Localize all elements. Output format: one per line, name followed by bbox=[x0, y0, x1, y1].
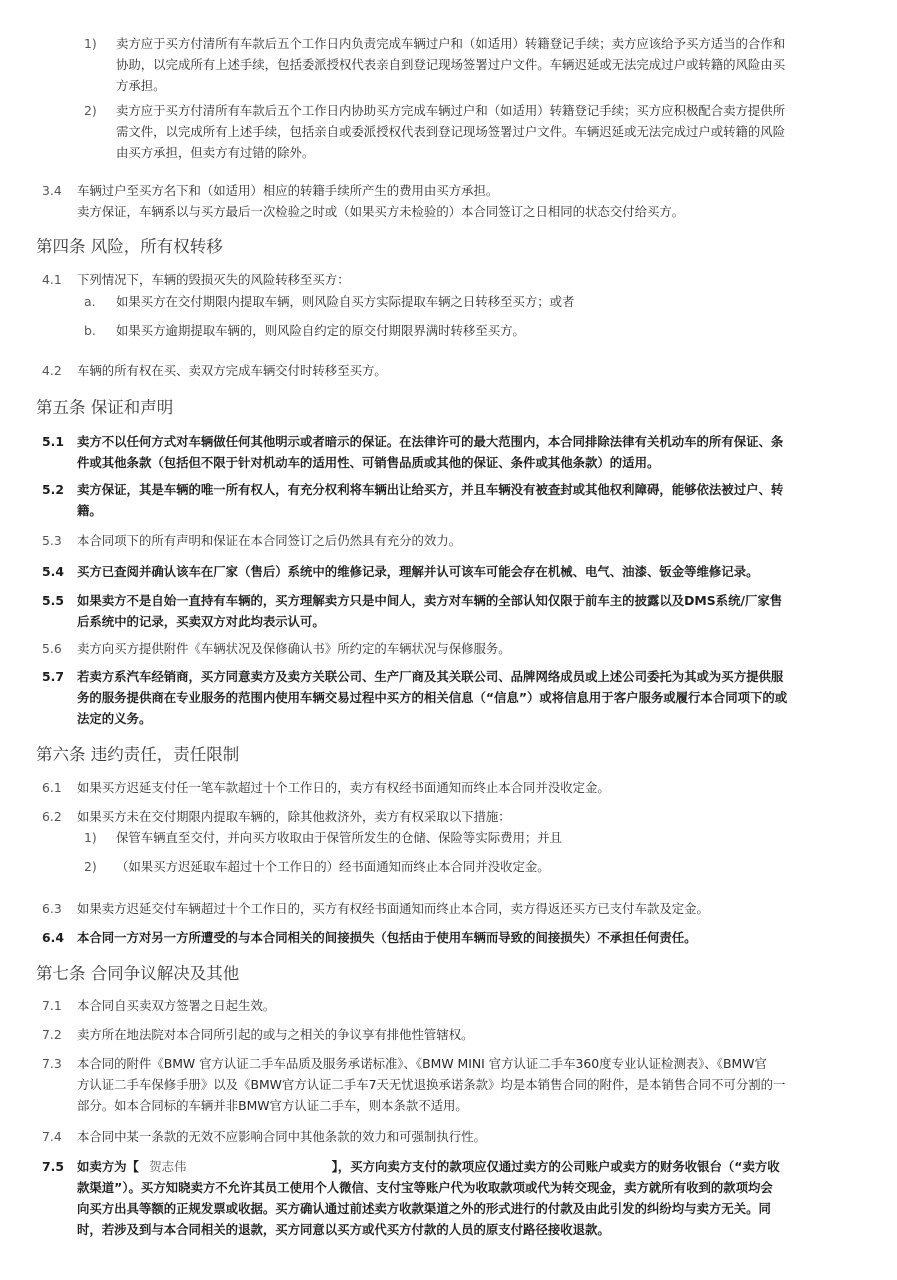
seller-name-field: 贺志伟 bbox=[149, 1159, 187, 1174]
clause-number: 5.5 bbox=[42, 593, 64, 608]
clause-text: 时，若涉及到与本合同相关的退款，买方同意以买方或代买方付款的人员的原支付路径接收退款。 bbox=[77, 1222, 610, 1237]
clause-text: 本合同自买卖双方签署之日起生效。 bbox=[77, 998, 276, 1013]
clause-text: 法定的义务。 bbox=[77, 711, 152, 726]
clause-text: 下列情况下，车辆的毁损灭失的风险转移至买方： bbox=[77, 272, 350, 287]
clause-number: 5.2 bbox=[42, 482, 64, 497]
clause-text: 卖方保证，其是车辆的唯一所有权人，有充分权利将车辆出让给买方，并且车辆没有被查封或其他权利障碍，能够依法被过户、转 bbox=[77, 482, 784, 497]
sub-item-letter: b. bbox=[84, 323, 96, 338]
clause-number: 6.4 bbox=[42, 930, 64, 945]
clause-number: 6.3 bbox=[42, 901, 62, 916]
sub-item-text: （如果买方迟延取车超过十个工作日的）经书面通知而终止本合同并没收定金。 bbox=[116, 859, 550, 874]
clause-number: 5.7 bbox=[42, 669, 64, 684]
clause-text: 本合同项下的所有声明和保证在本合同签订之后仍然具有充分的效力。 bbox=[77, 533, 462, 548]
clause-text: 如果买方迟延支付任一笔车款超过十个工作日的，卖方有权经书面通知而终止本合同并没收定金。 bbox=[77, 780, 610, 795]
sub-item-letter: a. bbox=[84, 294, 96, 309]
clause-text: 本合同一方对另一方所遭受的与本合同相关的间接损失（包括由于使用车辆而导致的间接损失）不承担任何责任。 bbox=[77, 930, 697, 945]
paragraph-line: 卖方应于买方付清所有车款后五个工作日内负责完成车辆过户和（如适用）转籍登记手续；卖方应该给予买方适当的合作和 bbox=[116, 36, 786, 51]
clause-number: 5.1 bbox=[42, 434, 64, 449]
clause-text: 籍。 bbox=[77, 503, 102, 518]
item-number: 2) bbox=[84, 859, 97, 874]
paragraph-line: 协助，以完成所有上述手续，包括委派授权代表亲自到登记现场签署过户文件。车辆迟延或无法完成过户或转籍的风险由买 bbox=[116, 57, 786, 72]
clause-text: 款渠道”）。买方知晓卖方不允许其员工使用个人微信、支付宝等账户代为收取款项或代为转交现金，卖方就所有收到的款项均会 bbox=[77, 1180, 773, 1195]
paragraph-line: 车辆过户至买方名下和（如适用）相应的转籍手续所产生的费用由买方承担。 bbox=[77, 183, 499, 198]
sub-item-text: 如果买方在交付期限内提取车辆，则风险自买方实际提取车辆之日转移至买方；或者 bbox=[116, 294, 575, 309]
article-heading: 第六条 违约责任，责任限制 bbox=[36, 745, 240, 764]
paragraph-line: 需文件，以完成所有上述手续，包括亲自或委派授权代表到登记现场签署过户文件。车辆迟延或无法完成过户或转籍的风险 bbox=[116, 124, 786, 139]
article-heading: 第七条 合同争议解决及其他 bbox=[36, 964, 240, 983]
bracket-close-text: 】，买方向卖方支付的款项应仅通过卖方的公司账户或卖方的财务收银台（“卖方收 bbox=[331, 1159, 780, 1174]
item-number: 1) bbox=[84, 830, 97, 845]
clause-text: 向买方出具等额的正规发票或收据。买方确认通过前述卖方收款渠道之外的形式进行的付款及由此引发的纠纷均与卖方无关。同 bbox=[77, 1201, 771, 1216]
clause-number: 7.1 bbox=[42, 998, 62, 1013]
clause-text: 卖方所在地法院对本合同所引起的或与之相关的争议享有排他性管辖权。 bbox=[77, 1027, 474, 1042]
clause-number: 6.1 bbox=[42, 780, 62, 795]
item-number: 1) bbox=[84, 36, 97, 51]
clause-text: 买方已查阅并确认该车在厂家（售后）系统中的维修记录，理解并认可该车可能会存在机械、电气、油漆、钣金等维修记录。 bbox=[77, 564, 759, 579]
clause-number: 6.2 bbox=[42, 809, 62, 824]
clause-text: 如果卖方不是自始一直持有车辆的，买方理解卖方只是中间人，卖方对车辆的全部认知仅限于前车主的披露以及DMS系统/厂家售 bbox=[77, 593, 783, 608]
clause-number: 4.2 bbox=[42, 363, 62, 378]
clause-number: 7.3 bbox=[42, 1056, 62, 1071]
clause-text: 如果卖方迟延交付车辆超过十个工作日的，买方有权经书面通知而终止本合同，卖方得返还买方已支付车款及定金。 bbox=[77, 901, 709, 916]
clause-number: 3.4 bbox=[42, 183, 62, 198]
clause-text: 本合同的附件《BMW 官方认证二手车品质及服务承诺标准》、《BMW MINI 官方认证二手车360度专业认证检测表》、《BMW官 bbox=[77, 1056, 767, 1071]
clause-number: 5.4 bbox=[42, 564, 64, 579]
clause-number: 7.4 bbox=[42, 1129, 62, 1144]
clause-number: 7.2 bbox=[42, 1027, 62, 1042]
sub-item-text: 如果买方逾期提取车辆的，则风险自约定的原交付期限界满时转移至买方。 bbox=[116, 323, 525, 338]
paragraph-line: 卖方保证，车辆系以与买方最后一次检验之时或（如果买方未检验的）本合同签订之日相同的状态交付给买方。 bbox=[77, 204, 685, 219]
clause-text: 方认证二手车保修手册》以及《BMW官方认证二手车7天无忧退换承诺条款》均是本销售合同的附件，是本销售合同不可分割的一 bbox=[77, 1077, 786, 1092]
clause-number: 5.3 bbox=[42, 533, 62, 548]
clause-text: 务的服务提供商在专业服务的范围内使用车辆交易过程中买方的相关信息（“信息”）或将信息用于客户服务或履行本合同项下的或 bbox=[77, 690, 788, 705]
bracket-open-text: 如卖方为【 bbox=[77, 1159, 139, 1174]
clause-number: 5.6 bbox=[42, 641, 62, 656]
clause-text: 卖方不以任何方式对车辆做任何其他明示或者暗示的保证。在法律许可的最大范围内，本合同排除法律有关机动车的所有保证、条 bbox=[77, 434, 784, 449]
clause-text: 车辆的所有权在买、卖双方完成车辆交付时转移至买方。 bbox=[77, 363, 387, 378]
clause-text: 后系统中的记录，买卖双方对此均表示认可。 bbox=[77, 614, 325, 629]
clause-text: 件或其他条款（包括但不限于针对机动车的适用性、可销售品质或其他的保证、条件或其他条款）的适用。 bbox=[77, 455, 660, 470]
clause-text: 如果买方未在交付期限内提取车辆的，除其他救济外，卖方有权采取以下措施： bbox=[77, 809, 511, 824]
clause-number: 7.5 bbox=[42, 1159, 64, 1174]
paragraph-line: 卖方应于买方付清所有车款后五个工作日内协助买方完成车辆过户和（如适用）转籍登记手续；买方应积极配合卖方提供所 bbox=[116, 103, 786, 118]
clause-number: 4.1 bbox=[42, 272, 62, 287]
clause-text: 本合同中某一条款的无效不应影响合同中其他条款的效力和可强制执行性。 bbox=[77, 1129, 486, 1144]
clause-text: 卖方向买方提供附件《车辆状况及保修确认书》所约定的车辆状况与保修服务。 bbox=[77, 641, 511, 656]
clause-text bbox=[77, 1156, 780, 1177]
sub-item-text: 保管车辆直至交付，并向买方收取由于保管所发生的仓储、保险等实际费用；并且 bbox=[116, 830, 563, 845]
paragraph-line: 方承担。 bbox=[116, 78, 166, 93]
item-number: 2) bbox=[84, 103, 97, 118]
paragraph-line: 由买方承担，但卖方有过错的除外。 bbox=[116, 145, 315, 160]
clause-text: 部分。如本合同标的车辆并非BMW官方认证二手车，则本条款不适用。 bbox=[77, 1098, 468, 1113]
clause-text: 若卖方系汽车经销商，买方同意卖方及卖方关联公司、生产厂商及其关联公司、品牌网络成员或上述公司委托为其或为买方提供服 bbox=[77, 669, 784, 684]
article-heading: 第五条 保证和声明 bbox=[36, 398, 174, 417]
article-heading: 第四条 风险，所有权转移 bbox=[36, 237, 223, 256]
